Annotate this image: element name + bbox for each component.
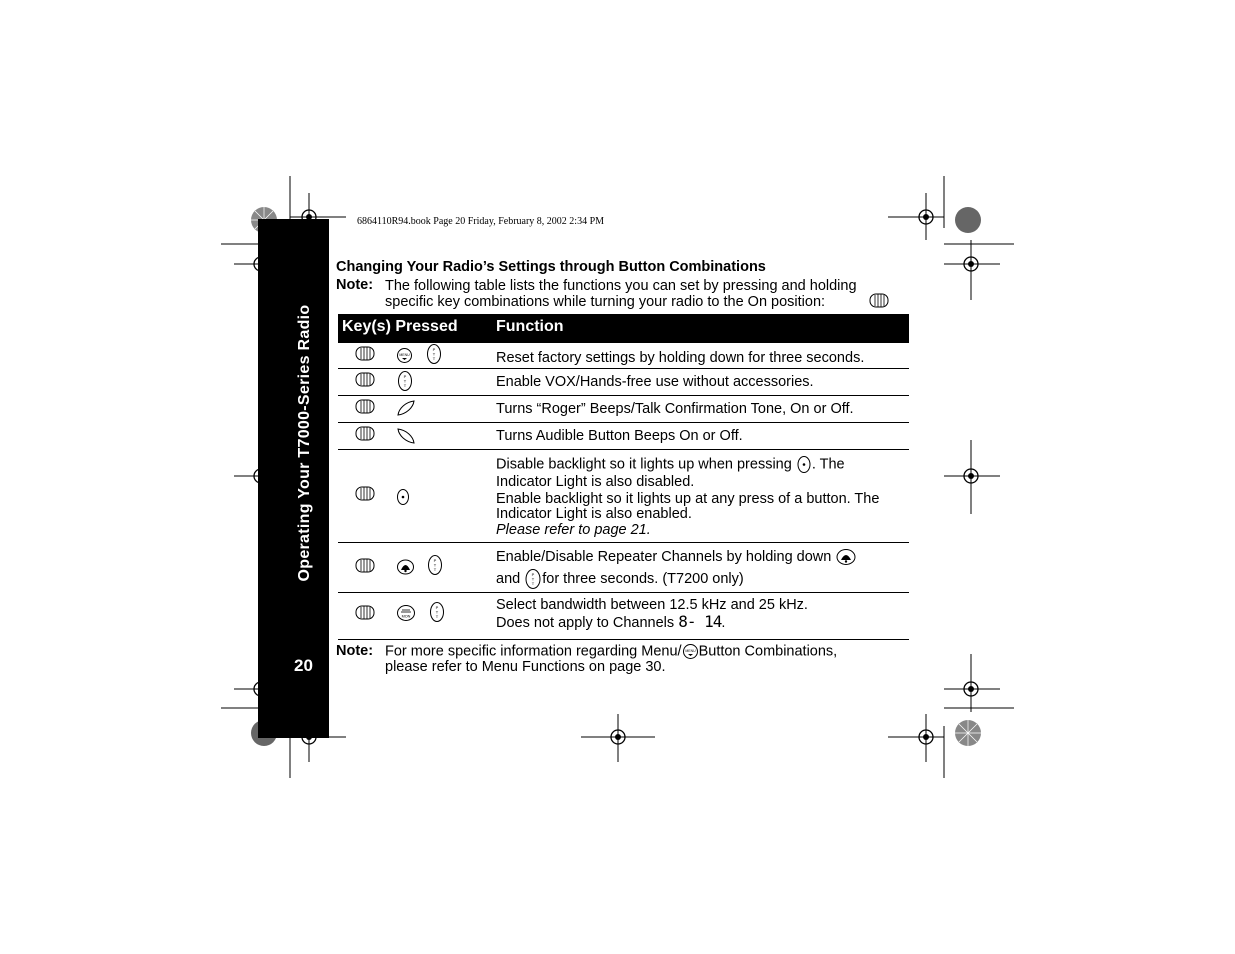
row6-function-line2 bbox=[496, 568, 744, 590]
on-off-knob-icon bbox=[354, 485, 376, 503]
svg-text:T: T bbox=[435, 614, 439, 619]
row1-function: Reset factory settings by holding down for three seconds. bbox=[496, 350, 865, 366]
row2-function: Enable VOX/Hands-free use without accessories. bbox=[496, 374, 814, 390]
row6-line1: Enable/Disable Repeater Channels by holding down bbox=[496, 548, 832, 565]
table-row bbox=[338, 543, 909, 593]
row5-function-line1 bbox=[496, 455, 845, 474]
row7-function-line2 bbox=[496, 614, 725, 631]
on-off-knob-icon bbox=[354, 345, 376, 363]
ptt-button-icon bbox=[524, 568, 542, 590]
on-off-knob-icon bbox=[868, 292, 890, 310]
row5-function-line4: Indicator Light is also enabled. bbox=[496, 506, 692, 522]
svg-text:P: P bbox=[531, 572, 535, 577]
svg-text:MENU: MENU bbox=[399, 353, 410, 357]
on-off-knob-icon bbox=[354, 557, 376, 575]
table-row bbox=[338, 369, 909, 396]
ptt-button-icon bbox=[397, 370, 413, 392]
on-off-knob-icon bbox=[354, 371, 376, 389]
channel-range-display: 8- 14 bbox=[678, 612, 722, 631]
header-function: Function bbox=[496, 318, 564, 335]
row5-function-line3: Enable backlight so it lights up at any press of a button. The bbox=[496, 491, 880, 507]
footer-note-line2: please refer to Menu Functions on page 30. bbox=[385, 659, 666, 675]
table-row bbox=[338, 423, 909, 450]
table-row bbox=[338, 396, 909, 423]
svg-text:T: T bbox=[435, 609, 439, 615]
table-header bbox=[338, 314, 909, 343]
footer-note-label: Note: bbox=[336, 643, 374, 659]
svg-text:MENU: MENU bbox=[684, 649, 696, 653]
footer-note-line1a: For more specific information regarding Menu/ bbox=[385, 643, 682, 660]
ptt-button-icon bbox=[426, 343, 442, 365]
svg-text:T: T bbox=[432, 356, 436, 361]
section-heading: Changing Your Radio’s Settings through Button Combinations bbox=[336, 259, 766, 275]
light-button-icon bbox=[396, 488, 410, 506]
down-arrow-button-icon bbox=[395, 427, 417, 445]
svg-text:P: P bbox=[403, 374, 407, 379]
row3-function: Turns “Roger” Beeps/Talk Confirmation Tone, On or Off. bbox=[496, 401, 854, 417]
call-button-icon bbox=[835, 548, 857, 566]
svg-text:T: T bbox=[403, 378, 407, 384]
on-off-knob-icon bbox=[354, 604, 376, 622]
light-button-icon bbox=[796, 455, 812, 474]
row6-line2a: and bbox=[496, 570, 521, 587]
menu-button-icon bbox=[396, 347, 413, 364]
on-off-knob-icon bbox=[354, 425, 376, 443]
row7-line2: Does not apply to Channels bbox=[496, 615, 675, 631]
row7-function-line1: Select bandwidth between 12.5 kHz and 25 kHz. bbox=[496, 597, 808, 613]
svg-text:T: T bbox=[432, 351, 436, 357]
svg-text:T: T bbox=[433, 567, 437, 572]
up-arrow-button-icon bbox=[395, 399, 417, 417]
ptt-button-icon bbox=[429, 601, 445, 623]
svg-text:MON: MON bbox=[401, 614, 411, 619]
note-text-line2: specific key combinations while turning your radio to the On position: bbox=[385, 294, 826, 310]
menu-button-icon bbox=[682, 643, 699, 660]
row6-line2b: for three seconds. (T7200 only) bbox=[542, 570, 744, 587]
table-row bbox=[338, 343, 909, 369]
svg-text:T: T bbox=[433, 562, 437, 568]
row5-line1b: . The bbox=[811, 456, 845, 473]
on-off-knob-icon bbox=[354, 398, 376, 416]
row7-line2-end: . bbox=[721, 615, 726, 631]
table-row bbox=[338, 450, 909, 543]
call-button-icon bbox=[396, 558, 415, 576]
row5-function-line2: Indicator Light is also disabled. bbox=[496, 474, 695, 490]
svg-text:T: T bbox=[532, 581, 535, 586]
book-header-info: 6864110R94.book Page 20 Friday, February 8, 2002 2:34 PM bbox=[357, 216, 605, 227]
mon-button-icon bbox=[396, 604, 416, 622]
svg-text:T: T bbox=[532, 576, 535, 582]
row5-line1a: Disable backlight so it lights up when pressing bbox=[496, 456, 792, 473]
ptt-button-icon bbox=[427, 554, 443, 576]
row4-function: Turns Audible Button Beeps On or Off. bbox=[496, 428, 743, 444]
svg-text:T: T bbox=[403, 383, 407, 388]
row6-function-line1 bbox=[496, 548, 857, 566]
footer-note-line1b: Button Combinations, bbox=[698, 643, 838, 660]
table-row bbox=[338, 593, 909, 640]
note-label: Note: bbox=[336, 277, 374, 293]
svg-text:P: P bbox=[433, 558, 437, 563]
page-number: 20 bbox=[294, 656, 313, 675]
footer-note-line1 bbox=[385, 643, 837, 660]
chapter-title: Operating Your T7000-Series Radio bbox=[296, 304, 313, 582]
note-text-line1: The following table lists the functions you can set by pressing and holding bbox=[385, 278, 857, 294]
svg-text:P: P bbox=[435, 605, 439, 610]
row5-function-line5: Please refer to page 21. bbox=[496, 522, 651, 538]
button-combination-table bbox=[338, 314, 909, 640]
header-keys-pressed: Key(s) Pressed bbox=[342, 318, 458, 335]
svg-text:P: P bbox=[432, 347, 436, 352]
